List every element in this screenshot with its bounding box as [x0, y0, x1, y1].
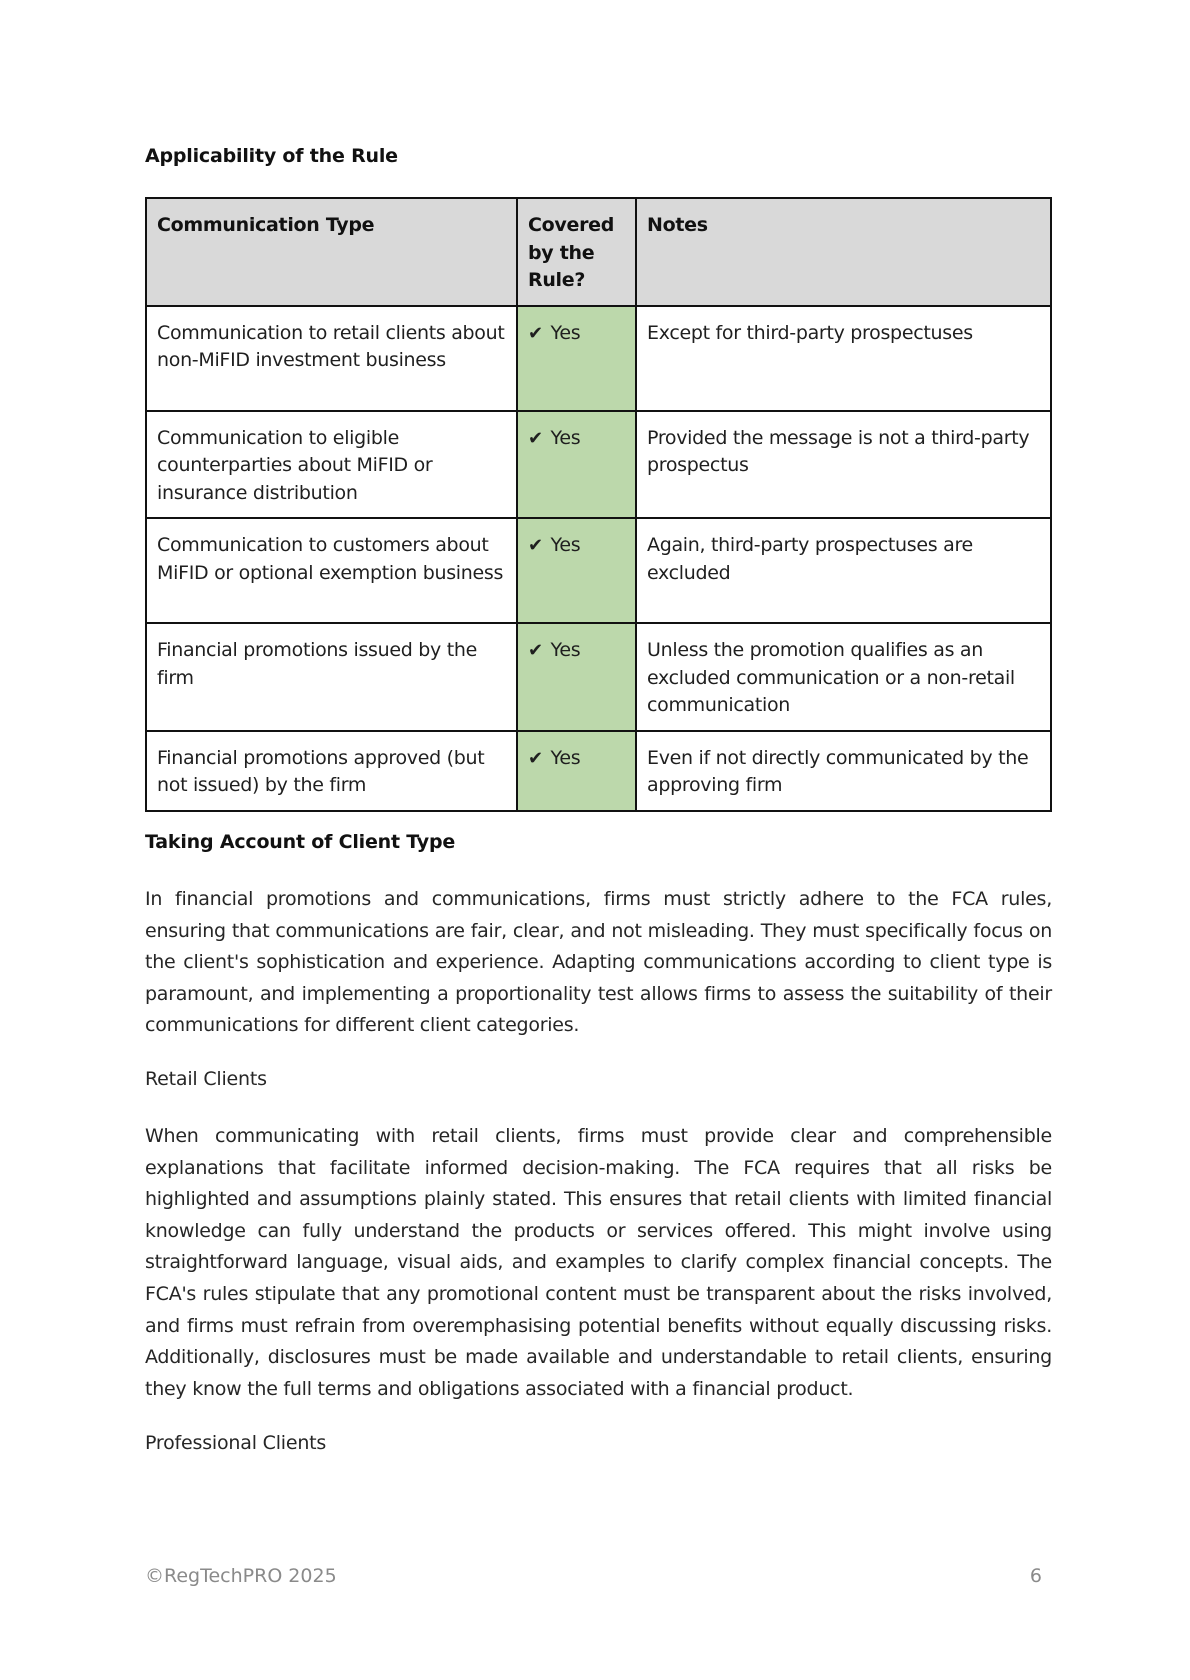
header-covered: [517, 198, 636, 306]
cell-covered: [517, 518, 636, 623]
cell-covered: [517, 731, 636, 811]
cell-notes: Provided the message is not a third-party prospectus: [636, 411, 1051, 519]
covered-value: Yes: [550, 746, 581, 769]
covered-value: Yes: [550, 534, 581, 556]
cell-communication-type: Financial promotions approved (but not issued) by the firm: [146, 731, 517, 811]
table-row: [146, 518, 1051, 623]
cell-covered: [517, 623, 636, 731]
cell-communication-type: Communication to retail clients about non-MiFID investment business: [146, 306, 517, 411]
footer-copyright: ©RegTechPRO 2025: [145, 1565, 337, 1587]
cell-notes: Except for third-party prospectuses: [636, 306, 1051, 411]
subheading-professional-clients: Professional Clients: [145, 1432, 327, 1454]
covered-value: Yes: [550, 321, 581, 344]
table-row: [146, 411, 1051, 519]
table-row: [146, 306, 1051, 411]
table-row: [146, 731, 1051, 811]
cell-notes: Unless the promotion qualifies as an excluded communication or a non-retail communication: [636, 623, 1051, 731]
checkmark-icon: ✔: [528, 747, 543, 769]
cell-notes: Even if not directly communicated by the approving firm: [636, 731, 1051, 811]
header-covered-label: Covered by the Rule?: [528, 214, 615, 291]
footer-page-number: 6: [1029, 1565, 1042, 1587]
cell-communication-type: Communication to customers about MiFID or optional exemption business: [146, 518, 517, 623]
subheading-retail-clients: Retail Clients: [145, 1068, 267, 1090]
cell-notes: Again, third-party prospectuses are excluded: [636, 518, 1051, 623]
table-row: [146, 623, 1051, 731]
section-heading-client-type: Taking Account of Client Type: [145, 831, 456, 853]
checkmark-icon: ✔: [528, 322, 543, 344]
cell-communication-type: Communication to eligible counterparties about MiFID or insurance distribution: [146, 411, 517, 519]
cell-covered: [517, 411, 636, 519]
retail-paragraph: When communicating with retail clients, firms must provide clear and comprehensible explanations that facilitate informed decision-making. The FCA requires that all risks be highlighted and assumptions plainly stated. This ensures that retail clients with limited financial knowledge can fully understand the products or services offered. This might involve using straightforward language, visual aids, and examples to clarify complex financial concepts. The FCA's rules stipulate that any promotional content must be transparent about the risks involved, and firms must refrain from overemphasising potential benefits without equally discussing risks. Additionally, disclosures must be made available and understandable to retail clients, ensuring they know the full terms and obligations associated with a financial product.: [145, 1125, 1052, 1400]
cell-covered: [517, 306, 636, 411]
header-communication-type: Communication Type: [146, 198, 517, 306]
applicability-table: [145, 197, 1052, 812]
header-notes: Notes: [636, 198, 1051, 306]
covered-value: Yes: [550, 639, 581, 661]
checkmark-icon: ✔: [528, 640, 543, 661]
checkmark-icon: ✔: [528, 427, 543, 449]
checkmark-icon: ✔: [528, 535, 543, 556]
covered-value: Yes: [550, 426, 581, 449]
section-heading-applicability: Applicability of the Rule: [145, 145, 398, 167]
intro-paragraph: In financial promotions and communications, firms must strictly adhere to the FCA rules, ensuring that communications are fair, clear, and not misleading. They must specifically focus on the client's sophistication and experience. Adapting communications according to client type is paramount, and implementing a proportionality test allows firms to assess the suitability of their communications for different client categories.: [145, 888, 1052, 1037]
cell-communication-type: Financial promotions issued by the firm: [146, 623, 517, 731]
table-header-row: [146, 198, 1051, 306]
